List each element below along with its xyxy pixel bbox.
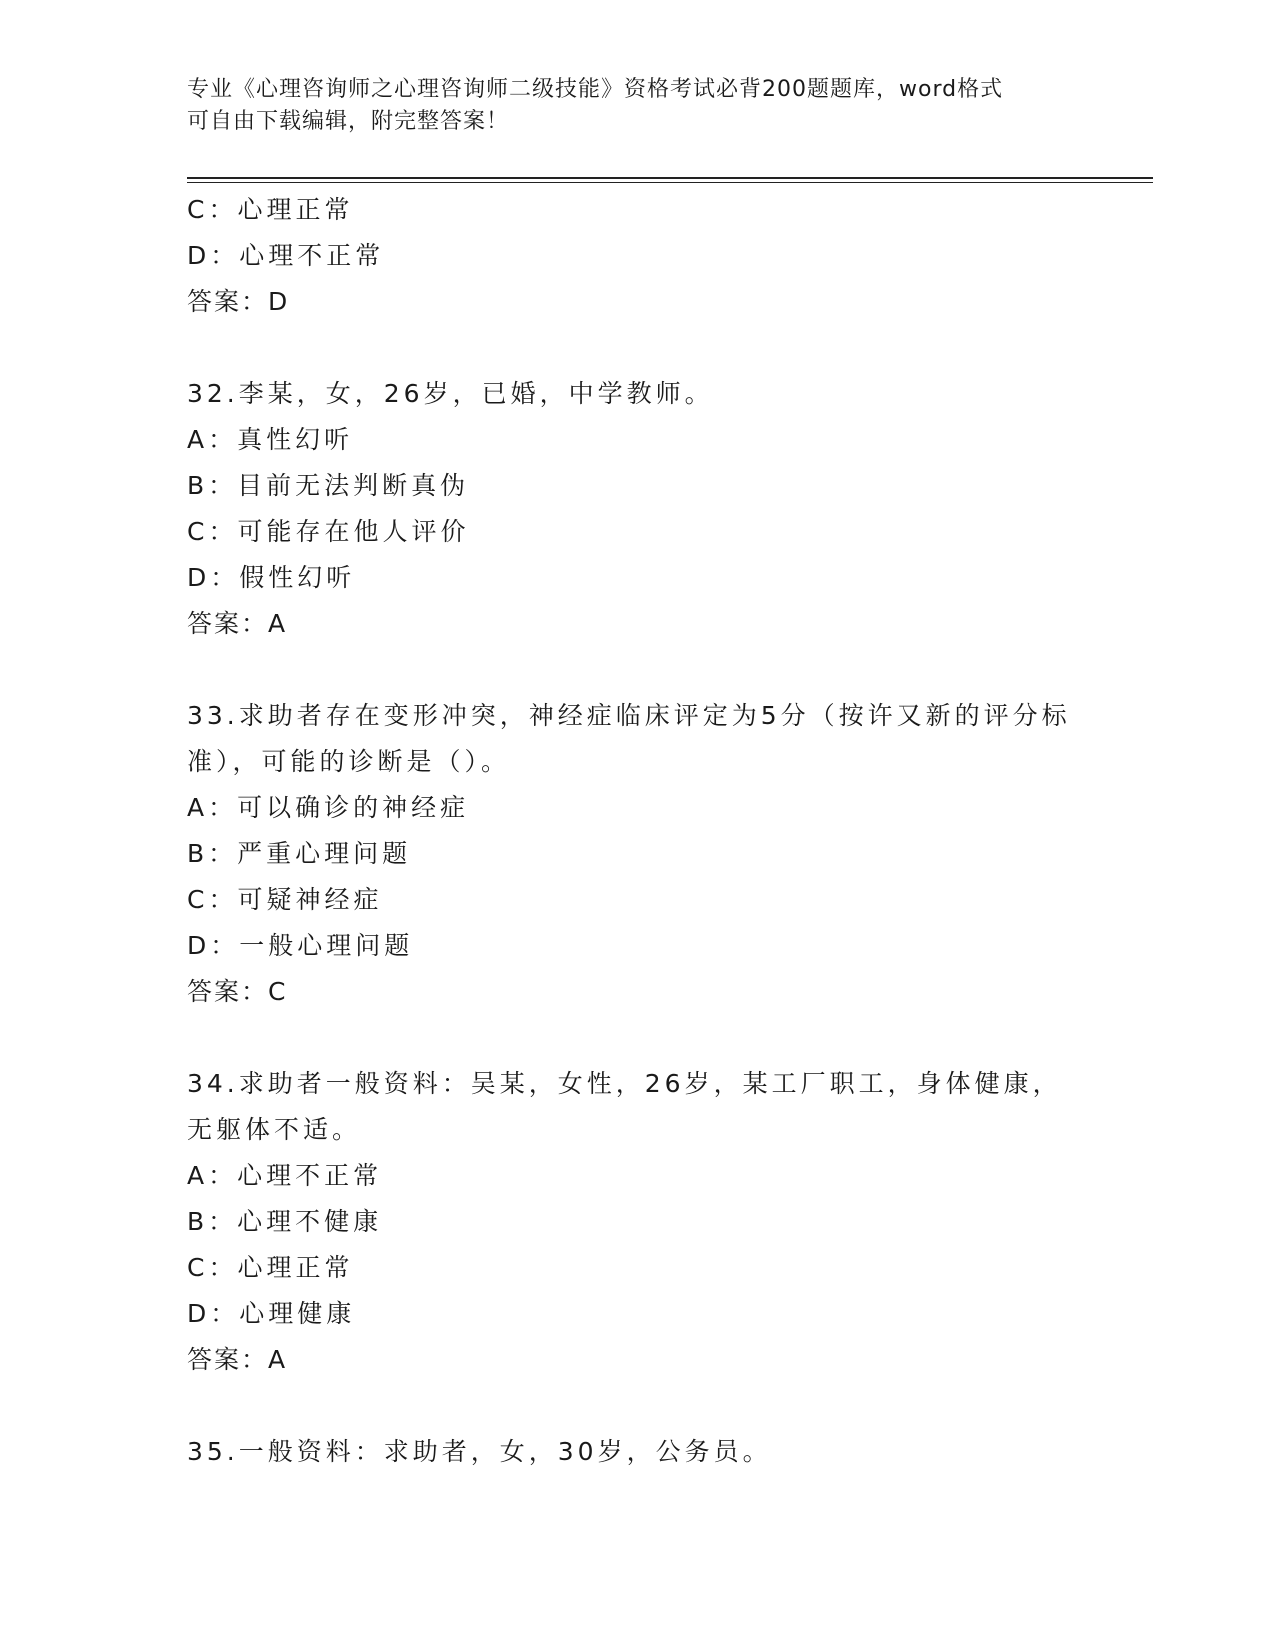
spacer — [187, 325, 1087, 371]
header-title-line-1: 专业《心理咨询师之心理咨询师二级技能》资格考试必背200题题库，word格式 — [187, 77, 1004, 102]
option-d: D：心理健康 — [187, 1299, 356, 1328]
answer-line: 答案：A — [187, 609, 288, 638]
spacer — [187, 1383, 1087, 1429]
answer-line: 答案：C — [187, 977, 288, 1006]
option-a: A：可以确诊的神经症 — [187, 793, 470, 822]
question-stem: 32.李某，女，26岁，已婚，中学教师。 — [187, 379, 714, 408]
option-b: B：心理不健康 — [187, 1207, 383, 1236]
option-c: C：可疑神经症 — [187, 885, 383, 914]
option-c: C：可能存在他人评价 — [187, 517, 470, 546]
document-header — [187, 74, 1087, 138]
option-b: B：目前无法判断真伪 — [187, 471, 470, 500]
option-c: C：心理正常 — [187, 1253, 354, 1282]
option-d: D：假性幻听 — [187, 563, 356, 592]
answer-line: 答案：A — [187, 1345, 288, 1374]
question-stem: 33.求助者存在变形冲突，神经症临床评定为5分（按许又新的评分标准），可能的诊断是（）。 — [187, 701, 1071, 776]
header-title-line-2: 可自由下载编辑，附完整答案！ — [187, 109, 510, 134]
header-rule-thick — [187, 177, 1153, 179]
question-block-34 — [187, 1061, 1087, 1383]
question-block-31 — [187, 187, 1087, 325]
option-d: D：心理不正常 — [187, 241, 385, 270]
option-d: D：一般心理问题 — [187, 931, 414, 960]
question-block-33 — [187, 693, 1087, 1015]
question-block-32 — [187, 371, 1087, 647]
question-stem: 35.一般资料：求助者，女，30岁，公务员。 — [187, 1437, 772, 1466]
option-c: C：心理正常 — [187, 195, 354, 224]
header-rule-thin — [187, 182, 1153, 183]
option-a: A：真性幻听 — [187, 425, 354, 454]
spacer — [187, 1015, 1087, 1061]
option-b: B：严重心理问题 — [187, 839, 412, 868]
option-a: A：心理不正常 — [187, 1161, 383, 1190]
answer-line: 答案：D — [187, 287, 290, 316]
spacer — [187, 647, 1087, 693]
question-block-35 — [187, 1429, 1087, 1475]
question-list — [187, 187, 1087, 1475]
question-stem: 34.求助者一般资料：吴某，女性，26岁，某工厂职工，身体健康，无躯体不适。 — [187, 1069, 1062, 1144]
